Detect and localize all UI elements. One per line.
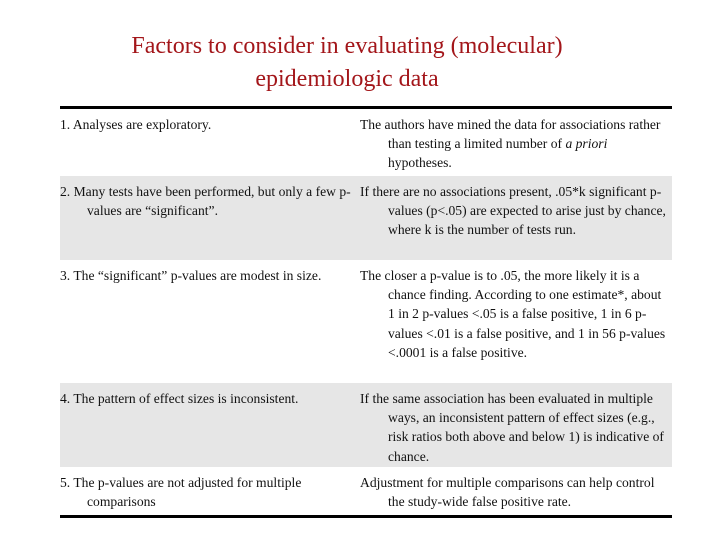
- factors-table: [60, 106, 672, 518]
- table-row: [60, 260, 672, 383]
- explanation-text: The authors have mined the data for associations rather than testing a limited number of: [360, 117, 661, 152]
- explanation-cell: If the same association has been evaluated in multiple ways, an inconsistent pattern of effect sizes (e.g., risk ratios both above and below 1) is indicative of chance.: [360, 391, 664, 464]
- factor-cell: 5. The p-values are not adjusted for multiple comparisons: [60, 475, 302, 510]
- title-line-1: Factors to consider in evaluating (molecular): [131, 33, 563, 59]
- factor-cell: 3. The “significant” p-values are modest in size.: [60, 268, 322, 283]
- explanation-cell: If there are no associations present, .05*k significant p-values (p<.05) are expected to arise just by chance, where k is the number of tests run.: [360, 184, 666, 238]
- explanation-cell: The closer a p-value is to .05, the more likely it is a chance finding. According to one estimate*, about 1 in 2 p-values <.05 is a false positive, 1 in 6 p-values <.01 is a false positive, and 1 in 56 p-values <.0001 is a false positive.: [360, 268, 666, 360]
- table-row: [60, 467, 672, 515]
- table-row: [60, 109, 672, 176]
- factor-cell: 4. The pattern of effect sizes is inconsistent.: [60, 391, 299, 406]
- explanation-italic: a priori: [565, 136, 608, 152]
- explanation-cell: Adjustment for multiple comparisons can help control the study-wide false positive rate.: [360, 475, 655, 510]
- factor-cell: 1. Analyses are exploratory.: [60, 117, 212, 132]
- factor-cell: 2. Many tests have been performed, but only a few p-values are “significant”.: [60, 184, 351, 219]
- title-line-2: epidemiologic data: [255, 66, 439, 92]
- explanation-text-end: hypotheses.: [388, 155, 452, 171]
- explanation-cell: [360, 109, 672, 176]
- table-row: [60, 383, 672, 467]
- slide-title: [0, 30, 694, 96]
- table-row: [60, 176, 672, 260]
